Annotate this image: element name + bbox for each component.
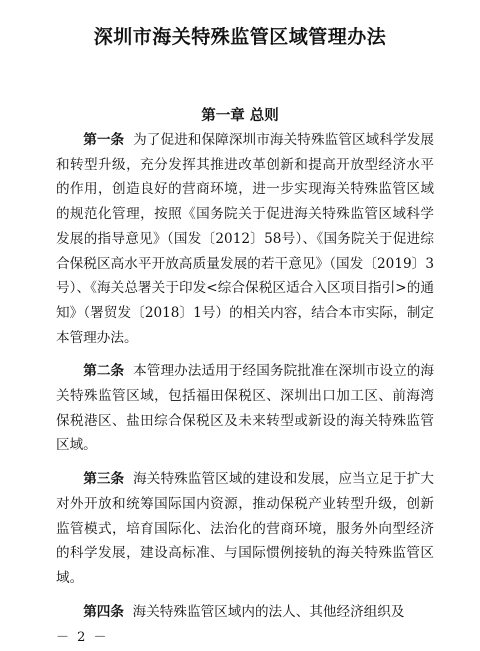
article-label: 第二条 [83, 363, 125, 380]
article-text: 海关特殊监管区域的建设和发展，应当立足于扩大对外开放和统筹国际国内资源，推动保税产业转型升级，创新监管模式，培育国际化、法治化的营商环境，服务外向型经济的科学发展，建设高标准、与国际惯例接轨的海关特殊监管区域。 [56, 471, 435, 586]
article-text: 为了促进和保障深圳市海关特殊监管区域科学发展和转型升级，充分发挥其推进改革创新和提高开放型经济水平的作用，创造良好的营商环境，进一步实现海关特殊监管区域的规范化管理，按照《国务院关于促进海关特殊监管区域科学发展的指导意见》（国发〔2012〕58号）、《国务院关于促进综合保税区高水平开放高质量发展的若干意见》（国发〔2019〕3号）、《海关总署关于印发<综合保税区适合入区项目指引>的通知》（署贸发〔2018〕1号）的相关内容，结合本市实际，制定本管理办法。 [56, 132, 435, 346]
document-body [56, 128, 434, 633]
chapter-heading: 第一章 总则 [201, 107, 279, 124]
page-number: － 2 － [56, 630, 109, 645]
document-title: 深圳市海关特殊监管区域管理办法 [93, 26, 387, 48]
article-label: 第一条 [83, 132, 125, 148]
article-text: 海关特殊监管区域内的法人、其他经济组织及 [132, 603, 405, 620]
article-text: 本管理办法适用于经国务院批准在深圳市设立的海关特殊监管区域，包括福田保税区、深圳出口加工区、前海湾保税港区、盐田综合保税区及未来转型或新设的海关特殊监管区域。 [56, 363, 435, 454]
article-3 [56, 467, 434, 591]
article-label: 第四条 [83, 603, 124, 620]
article-2 [56, 359, 434, 458]
article-1 [56, 128, 434, 350]
article-4 [56, 600, 434, 625]
article-label: 第三条 [83, 471, 125, 488]
